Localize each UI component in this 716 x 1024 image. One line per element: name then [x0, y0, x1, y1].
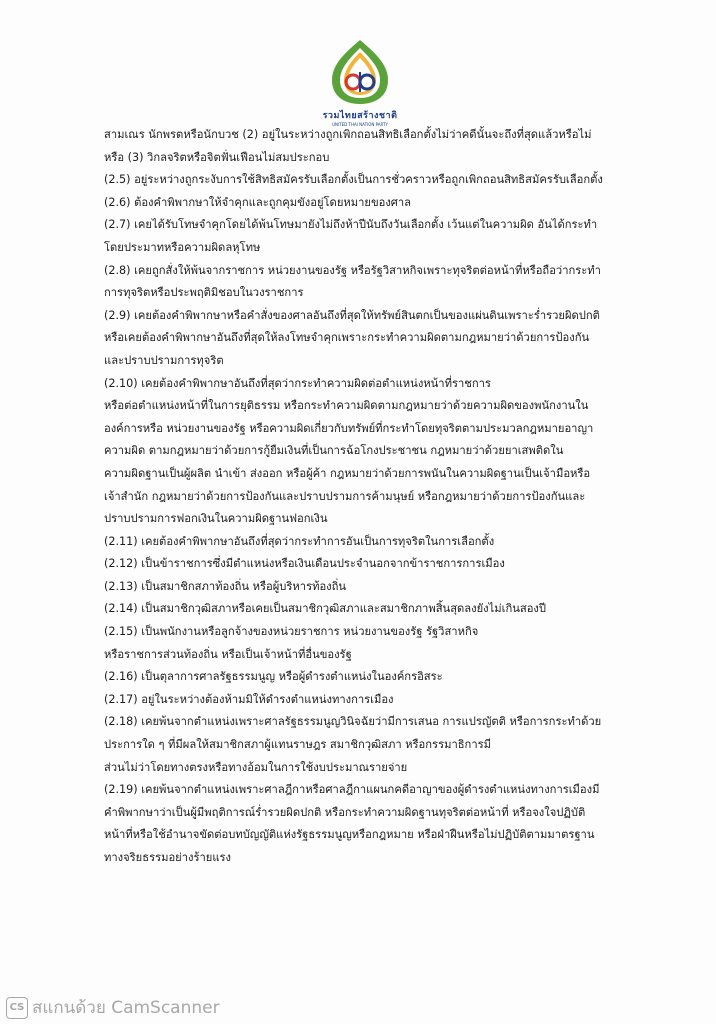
body-line: (2.8) เคยถูกสั่งให้พ้นจากราชการ หน่วยงานของรัฐ หรือรัฐวิสาหกิจเพราะทุจริตต่อหน้าที่หรือถือว่ากระทำ — [104, 263, 601, 277]
body-line: (2.5) อยู่ระหว่างถูกระงับการใช้สิทธิสมัครรับเลือกตั้งเป็นการชั่วคราวหรือถูกเพิกถอนสิทธิสมัครรับเลือกตั้ง — [104, 173, 603, 187]
body-line: คำพิพากษาว่าเป็นผู้มีพฤติการณ์ร่ำรวยผิดปกติ หรือกระทำความผิดฐานทุจริตต่อหน้าที่ หรือจงใจปฏิบัติ — [104, 805, 586, 819]
party-logo-icon — [322, 38, 398, 108]
body-line: ความผิด ตามกฎหมายว่าด้วยการกู้ยืมเงินที่เป็นการฉ้อโกงประชาชน กฎหมายว่าด้วยยาเสพติดใน — [104, 444, 564, 458]
body-line: (2.13) เป็นสมาชิกสภาท้องถิ่น หรือผู้บริหารท้องถิ่น — [104, 579, 347, 593]
body-line: ส่วนไม่ว่าโดยทางตรงหรือทางอ้อมในการใช้งบประมาณรายจ่าย — [104, 760, 408, 774]
body-line: (2.14) เป็นสมาชิกวุฒิสภาหรือเคยเป็นสมาชิกวุฒิสภาและสมาชิกภาพสิ้นสุดลงยังไม่เกินสองปี — [104, 602, 546, 616]
body-line: เจ้าสำนัก กฎหมายว่าด้วยการป้องกันและปราบปรามการค้ามนุษย์ หรือกฎหมายว่าด้วยการป้องกันและ — [104, 489, 586, 503]
body-line: หรือเคยต้องคำพิพากษาอันถึงที่สุดให้ลงโทษจำคุกเพราะกระทำความผิดตามกฎหมายว่าด้วยการป้องกัน — [104, 331, 590, 345]
document-body — [104, 124, 624, 870]
body-line: องค์การหรือ หน่วยงานของรัฐ หรือความผิดเกี่ยวกับทรัพย์ที่กระทำโดยทุจริตตามประมวลกฎหมายอาญา — [104, 421, 594, 435]
body-line: สามเณร นักพรตหรือนักบวช (2) อยู่ในระหว่างถูกเพิกถอนสิทธิเลือกตั้งไม่ว่าคดีนั้นจะถึงที่สุดแล้วหรือไม่ — [104, 128, 592, 141]
body-line: (2.18) เคยพ้นจากตำแหน่งเพราะศาลรัฐธรรมนูญวินิจฉัยว่ามีการเสนอ การแปรญัตติ หรือการกระทำด้วย — [104, 715, 602, 729]
body-line: ความผิดฐานเป็นผู้ผลิต นำเข้า ส่งออก หรือผู้ค้า กฎหมายว่าด้วยการพนันในความผิดฐานเป็นเจ้ามือหรือ — [104, 466, 591, 480]
camscanner-watermark — [6, 994, 220, 1021]
body-line: ประการใด ๆ ที่มีผลให้สมาชิกสภาผู้แทนราษฎร สมาชิกวุฒิสภา หรือกรรมาธิการมี — [104, 738, 491, 752]
body-line: หรือ (3) วิกลจริตหรือจิตฟั่นเฟือนไม่สมประกอบ — [104, 150, 330, 164]
body-line: (2.15) เป็นพนักงานหรือลูกจ้างของหน่วยราชการ หน่วยงานของรัฐ รัฐวิสาหกิจ — [104, 625, 479, 639]
body-line: หรือต่อตำแหน่งหน้าที่ในการยุติธรรม หรือกระทำความผิดตามกฎหมายว่าด้วยความผิดของพนักงานใน — [104, 399, 589, 413]
body-line: หน้าที่หรือใช้อำนาจขัดต่อบทบัญญัติแห่งรัฐธรรมนูญหรือกฎหมาย หรือฝ่าฝืนหรือไม่ปฏิบัติตามมาตรฐาน — [104, 828, 595, 842]
body-line: (2.6) ต้องคำพิพากษาให้จำคุกและถูกคุมขังอยู่โดยหมายของศาล — [104, 195, 412, 209]
body-line: (2.7) เคยได้รับโทษจำคุกโดยได้พ้นโทษมายังไม่ถึงห้าปีนับถึงวันเลือกตั้ง เว้นแต่ในความผิด อันได้กระทำ — [104, 218, 598, 232]
body-line: (2.17) อยู่ในระหว่างต้องห้ามมิให้ดำรงตำแหน่งทางการเมือง — [104, 692, 394, 706]
watermark-text: สแกนด้วย CamScanner — [32, 998, 220, 1018]
logo-subtitle: UNITED THAI NATION PARTY — [332, 122, 388, 127]
body-line: (2.19) เคยพ้นจากตำแหน่งเพราะศาลฎีกาหรือศาลฎีกาแผนกคดีอาญาของผู้ดำรงตำแหน่งทางการเมืองมี — [104, 783, 600, 797]
body-line: โดยประมาทหรือความผิดลหุโทษ — [104, 240, 261, 254]
body-line: การทุจริตหรือประพฤติมิชอบในวงราชการ — [104, 286, 304, 300]
body-line: และปราบปรามการทุจริต — [104, 353, 224, 367]
body-line: (2.10) เคยต้องคำพิพากษาอันถึงที่สุดว่ากระทำความผิดต่อตำแหน่งหน้าที่ราชการ — [104, 376, 491, 390]
body-line: (2.11) เคยต้องคำพิพากษาอันถึงที่สุดว่ากระทำการอันเป็นการทุจริตในการเลือกตั้ง — [104, 534, 495, 548]
body-line: (2.9) เคยต้องคำพิพากษาหรือคำสั่งของศาลอันถึงที่สุดให้ทรัพย์สินตกเป็นของแผ่นดินเพราะร่ำรวยผิดปกติ — [104, 308, 600, 322]
body-line: ทางจริยธรรมอย่างร้ายแรง — [104, 851, 232, 864]
body-line: หรือราชการส่วนท้องถิ่น หรือเป็นเจ้าหน้าที่อื่นของรัฐ — [104, 647, 352, 661]
party-logo — [322, 38, 398, 130]
logo-caption: รวมไทยสร้างชาติ — [322, 111, 398, 121]
body-line: (2.12) เป็นข้าราชการซึ่งมีตำแหน่งหรือเงินเดือนประจำนอกจากข้าราชการการเมือง — [104, 557, 505, 571]
body-line: (2.16) เป็นตุลาการศาลรัฐธรรมนูญ หรือผู้ดำรงตำแหน่งในองค์กรอิสระ — [104, 670, 443, 684]
body-line: ปราบปรามการฟอกเงินในความผิดฐานฟอกเงิน — [104, 512, 328, 526]
camscanner-icon: CS — [6, 997, 28, 1019]
